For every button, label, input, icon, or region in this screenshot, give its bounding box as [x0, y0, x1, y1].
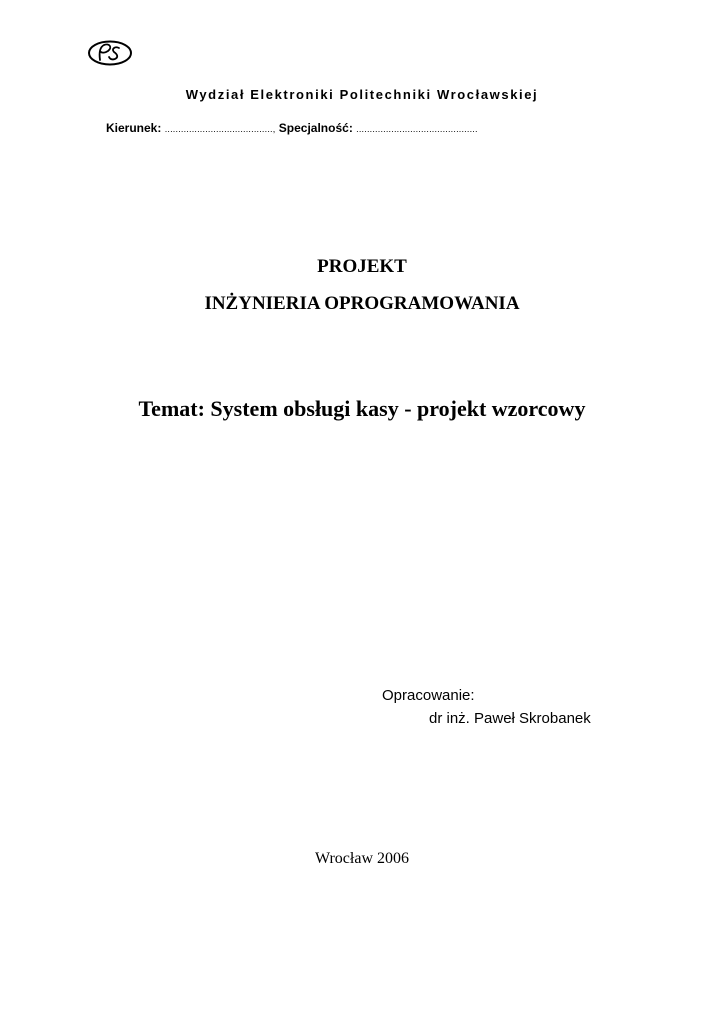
specjalnosc-field: .............................................	[356, 124, 478, 134]
prepared-by-label: Opracowanie:	[382, 687, 475, 704]
faculty-name: Wydział Elektroniki Politechniki Wrocławskiej	[185, 87, 539, 102]
program-fields	[106, 121, 478, 135]
specjalnosc-label: Specjalność:	[278, 121, 353, 135]
ps-logo-icon	[86, 38, 134, 68]
kierunek-field: ........................................,	[164, 124, 276, 134]
document-title-line1: PROJEKT	[317, 256, 407, 277]
place-and-year: Wrocław 2006	[315, 850, 409, 867]
author-name: dr inż. Paweł Skrobanek	[429, 710, 591, 727]
kierunek-label: Kierunek:	[106, 121, 162, 135]
project-topic: Temat: System obsługi kasy - projekt wzorcowy	[138, 396, 586, 421]
document-title-line2: INŻYNIERIA OPROGRAMOWANIA	[204, 293, 520, 314]
